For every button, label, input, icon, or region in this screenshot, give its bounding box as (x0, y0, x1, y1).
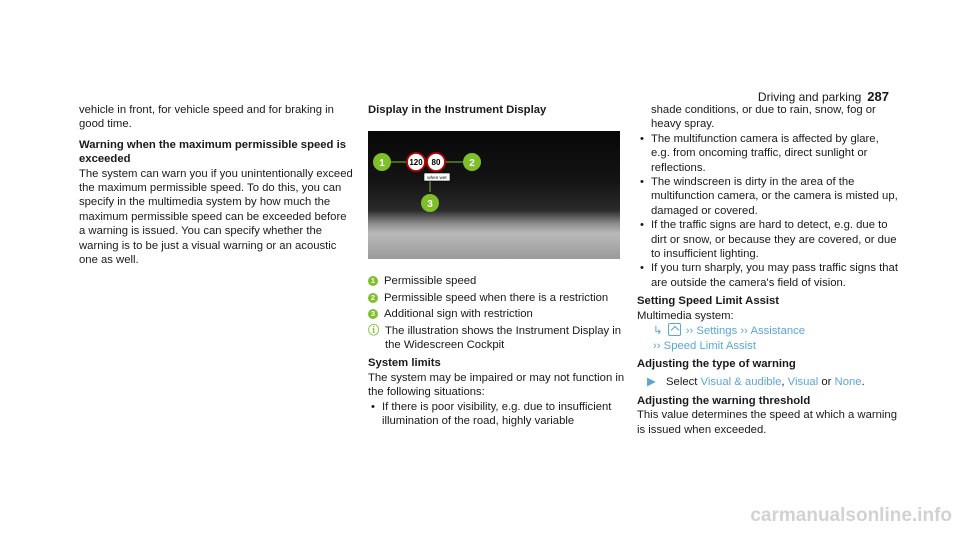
threshold-paragraph: This value determines the speed at which a warning is issued when exceeded. (637, 409, 897, 436)
page-header (758, 90, 889, 104)
list-item: • If there is poor visibility, e.g. due to insufficient illumination of the road, highly variable (368, 400, 626, 429)
callout-3-label: 3 (427, 199, 433, 211)
warning-paragraph: The system can warn you if you unintentionally exceed the maximum permissible speed. To do this, you can specify in the multimedia system by how much the maximum permissible speed can be exceeded before a warning is issued. You can specify whether the warning is to be just a visual warning or an acoustic one as well. (79, 167, 353, 267)
intro-paragraph: vehicle in front, for vehicle speed and for braking in good time. (79, 104, 334, 131)
additional-sign-text: when wet (427, 175, 447, 181)
limits-list (368, 400, 626, 429)
watermark: carmanualsonline.info (750, 505, 952, 526)
system-limits-heading: System limits (368, 357, 441, 370)
home-icon[interactable] (668, 323, 681, 336)
column-2 (368, 103, 626, 428)
speed-sign-left-value: 120 (409, 158, 423, 168)
select-word: Select (666, 376, 698, 389)
setting-heading: Setting Speed Limit Assist (637, 295, 780, 308)
assistance-menu-link[interactable]: Assistance (750, 325, 806, 338)
legend-text: Permissible speed when there is a restriction (384, 291, 609, 304)
settings-menu-link[interactable]: Settings (696, 325, 738, 338)
return-arrow-icon: ↳ (653, 325, 663, 338)
navigation-path-2 (637, 339, 899, 353)
navigation-path (637, 323, 899, 338)
list-item: • The windscreen is dirty in the area of the multifunction camera, or the camera is misted up, damaged or covered. (637, 175, 899, 218)
adjust-type-heading: Adjusting the type of warning (637, 357, 796, 370)
legend (368, 274, 626, 321)
legend-number: 1 (368, 276, 378, 286)
step-text: Select Visual & audible, Visual or None. (666, 376, 865, 389)
info-icon: ⓘ (368, 324, 380, 337)
section-title: Driving and parking (757, 90, 862, 104)
page-number: 287 (867, 89, 889, 104)
legend-number: 3 (368, 309, 378, 319)
callout-1-label: 1 (379, 158, 385, 170)
column-3 (637, 103, 899, 437)
legend-text: Permissible speed (384, 275, 477, 288)
list-item: • If the traffic signs are hard to detect, e.g. due to dirt or snow, or because they are covered, or due to insufficient lighting. (637, 218, 899, 261)
step-arrow-icon: ▶ (647, 376, 656, 389)
select-step (637, 375, 899, 389)
column-1 (79, 103, 355, 267)
info-note (368, 324, 626, 353)
continued-text: shade conditions, or due to rain, snow, fog or heavy spray. (651, 104, 876, 131)
chevron-right-icon: ›› (740, 325, 748, 338)
list-item: • The multifunction camera is affected by glare, e.g. from oncoming traffic, direct sunlight or reflections. (637, 132, 899, 175)
chevron-right-icon: ›› (653, 339, 661, 352)
or-word: or (821, 376, 832, 389)
threshold-heading: Adjusting the warning threshold (637, 394, 811, 407)
option-visual[interactable]: Visual (787, 376, 819, 389)
multimedia-system-label: Multimedia system: (637, 309, 734, 322)
speed-sign-illustration (368, 131, 620, 259)
limits-list-continued (637, 132, 899, 290)
legend-item (368, 291, 626, 305)
legend-number: 2 (368, 293, 378, 303)
speed-sign-right-value: 80 (431, 158, 441, 168)
option-visual-audible[interactable]: Visual & audible (700, 376, 782, 389)
option-none[interactable]: None (834, 376, 862, 389)
legend-item (368, 274, 626, 288)
legend-text: Additional sign with restriction (384, 308, 533, 321)
info-note-text: The illustration shows the Instrument Display in the Widescreen Cockpit (385, 324, 622, 352)
callout-2-label: 2 (469, 158, 475, 170)
speed-limit-assist-link[interactable]: Speed Limit Assist (663, 339, 756, 352)
system-limits-intro: The system may be impaired or may not function in the following situations: (368, 371, 625, 399)
warning-heading: Warning when the maximum permissible speed is exceeded (79, 138, 347, 166)
chevron-right-icon: ›› (685, 325, 694, 338)
instrument-display-figure (368, 131, 620, 259)
display-heading: Display in the Instrument Display (368, 104, 547, 116)
legend-item (368, 307, 626, 321)
list-item: • If you turn sharply, you may pass traffic signs that are outside the camera's field of vision. (637, 261, 899, 290)
